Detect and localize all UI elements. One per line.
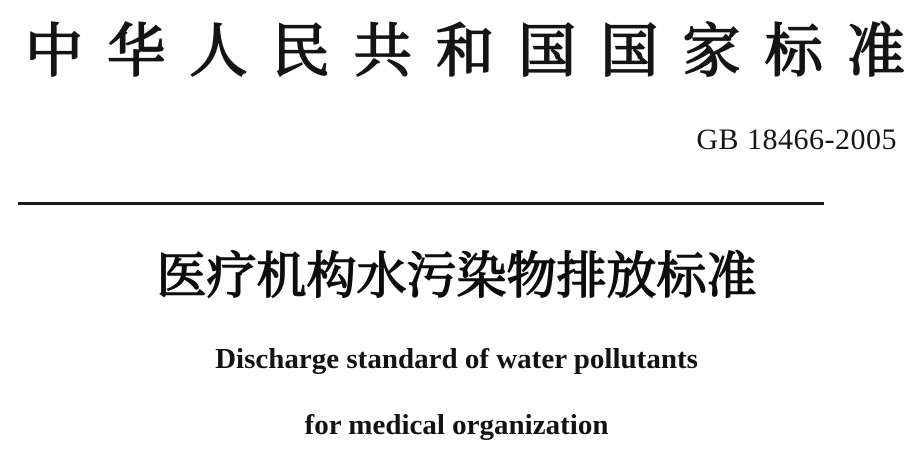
chinese-title: 医疗机构水污染物排放标准 [156, 248, 757, 304]
standard-number: GB 18466-2005 [696, 123, 897, 156]
english-title-line2: for medical organization [304, 409, 609, 441]
english-title-line1: Discharge standard of water pollutants [215, 343, 698, 375]
horizontal-rule [18, 202, 824, 205]
national-standard-header: 中 华 人 民 共 和 国 国 家 标 准 [25, 19, 905, 84]
